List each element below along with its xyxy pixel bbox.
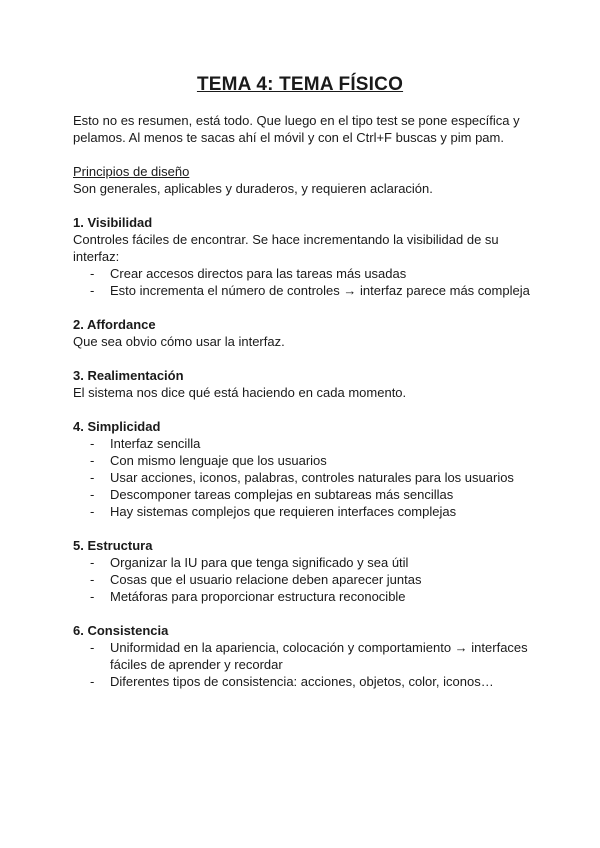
section-heading: 6. Consistencia — [73, 623, 169, 638]
principle-section — [73, 418, 533, 520]
document-content — [73, 112, 533, 707]
bullet-list — [73, 554, 533, 605]
principle-section — [73, 537, 533, 605]
bullet-item: - Cosas que el usuario relacione deben aparecer juntas — [73, 571, 533, 588]
principle-section — [73, 316, 533, 350]
section-heading: 5. Estructura — [73, 538, 153, 553]
principle-section — [73, 622, 533, 690]
section-heading: 3. Realimentación — [73, 368, 184, 383]
bullet-item: - Hay sistemas complejos que requieren interfaces complejas — [73, 503, 533, 520]
section-text: El sistema nos dice qué está haciendo en cada momento. — [73, 385, 407, 400]
section-text: Que sea obvio cómo usar la interfaz. — [73, 334, 285, 349]
bullet-item: - Interfaz sencilla — [73, 435, 533, 452]
page-title: TEMA 4: TEMA FÍSICO — [196, 74, 404, 95]
bullet-item: - Diferentes tipos de consistencia: acciones, objetos, color, iconos… — [73, 673, 533, 690]
bullet-item: - Descomponer tareas complejas en subtareas más sencillas — [73, 486, 533, 503]
bullet-list — [73, 639, 533, 690]
principles-list — [73, 214, 533, 690]
bullet-item: - Organizar la IU para que tenga significado y sea útil — [73, 554, 533, 571]
intro-paragraph: Esto no es resumen, está todo. Que luego en el tipo test se pone específica y pelamos. Al menos te sacas ahí el móvil y con el Ctrl+F buscas y pim pam. — [73, 113, 520, 145]
bullet-item: - Crear accesos directos para las tareas más usadas — [73, 265, 533, 282]
section-heading: 2. Affordance — [73, 317, 156, 332]
section-label: Principios de diseño — [73, 164, 190, 179]
bullet-list — [73, 435, 533, 520]
bullet-item: - Uniformidad en la apariencia, colocación y comportamiento → interfaces fáciles de aprender y recordar — [73, 639, 533, 673]
bullet-item: - Esto incrementa el número de controles → interfaz parece más compleja — [73, 282, 533, 299]
section-heading: 4. Simplicidad — [73, 419, 161, 434]
principle-section — [73, 367, 533, 401]
bullet-item: - Usar acciones, iconos, palabras, controles naturales para los usuarios — [73, 469, 533, 486]
bullet-list — [73, 265, 533, 299]
bullet-item: - Metáforas para proporcionar estructura reconocible — [73, 588, 533, 605]
section-heading: 1. Visibilidad — [73, 215, 153, 230]
section-lead: Son generales, aplicables y duraderos, y requieren aclaración. — [73, 181, 433, 196]
bullet-item: - Con mismo lenguaje que los usuarios — [73, 452, 533, 469]
section-text: Controles fáciles de encontrar. Se hace incrementando la visibilidad de su interfaz: — [73, 232, 499, 264]
principle-section — [73, 214, 533, 299]
